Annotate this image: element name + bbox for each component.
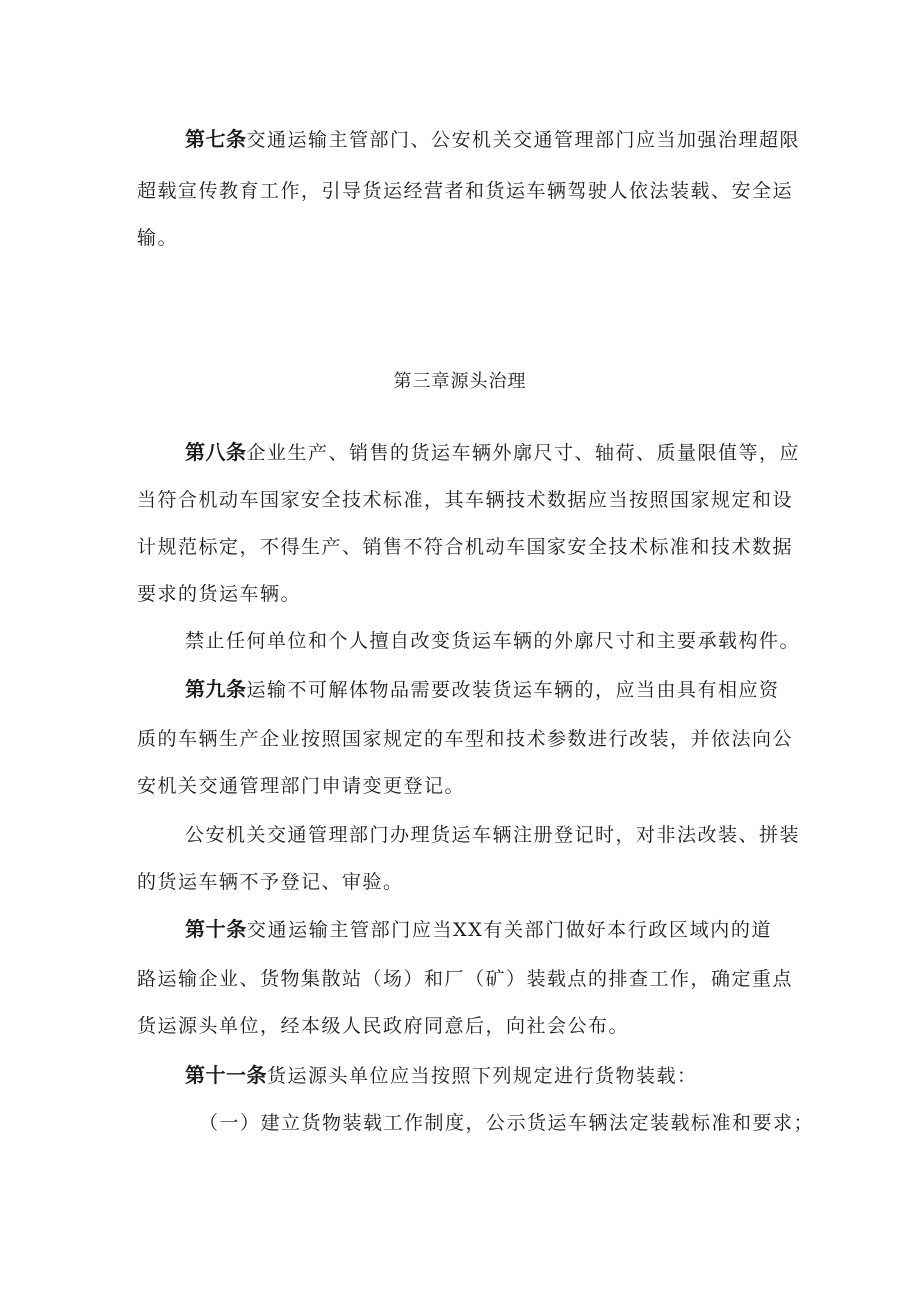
article-7-line-3: 输。 [137, 227, 179, 249]
article-7-line-2: 超载宣传教育工作，引导货运经营者和货运车辆驾驶人依法装载、安全运 [137, 180, 794, 202]
article-7-label: 第七条 [185, 127, 247, 151]
article-10-line-2: 路运输企业、货物集散站（场）和厂（矿）装载点的排查工作，确定重点 [137, 968, 794, 990]
article-9-paragraph-2-line-1: 公安机关交通管理部门办理货运车辆注册登记时，对非法改装、拼装 [185, 824, 801, 846]
article-11-line-1 [185, 1063, 698, 1088]
article-11-item-1: （一）建立货物装载工作制度，公示货运车辆法定装载标准和要求； [199, 1112, 815, 1134]
article-11-text-1: 货运源头单位应当按照下列规定进行货物装载： [267, 1065, 698, 1087]
article-8-label: 第八条 [185, 440, 247, 464]
article-8-line-2: 当符合机动车国家安全技术标准，其车辆技术数据应当按照国家规定和设 [137, 489, 794, 511]
article-9-line-3: 安机关交通管理部门申请变更登记。 [137, 775, 466, 797]
article-10-line-1 [185, 917, 772, 942]
article-9-line-2: 质的车辆生产企业按照国家规定的车型和技术参数进行改装，并依法向公 [137, 728, 794, 750]
article-8-line-1 [185, 440, 801, 465]
article-9-text-1: 运输不可解体物品需要改装货运车辆的，应当由具有相应资 [246, 679, 780, 701]
chapter-title: 第三章源头治理 [393, 371, 527, 392]
article-11-label: 第十一条 [185, 1063, 267, 1087]
article-7-text-1: 交通运输主管部门、公安机关交通管理部门应当加强治理超限 [246, 129, 801, 151]
article-9-paragraph-2-line-2: 的货运车辆不予登记、审验。 [137, 871, 404, 893]
article-8-text-1: 企业生产、销售的货运车辆外廓尺寸、轴荷、质量限值等，应 [246, 442, 801, 464]
article-10-label: 第十条 [185, 917, 247, 941]
article-8-line-4: 要求的货运车辆。 [137, 583, 302, 605]
article-8-paragraph-2: 禁止任何单位和个人擅自改变货运车辆的外廓尺寸和主要承载构件。 [185, 630, 801, 652]
article-9-label: 第九条 [185, 677, 247, 701]
article-9-line-1 [185, 677, 780, 702]
article-8-line-3: 计规范标定，不得生产、销售不符合机动车国家安全技术标准和技术数据 [137, 536, 794, 558]
article-7-line-1 [185, 127, 801, 152]
article-10-text-1: 交通运输主管部门应当XX有关部门做好本行政区域内的道 [246, 919, 773, 941]
article-10-line-3: 货运源头单位，经本级人民政府同意后，向社会公布。 [137, 1015, 630, 1037]
